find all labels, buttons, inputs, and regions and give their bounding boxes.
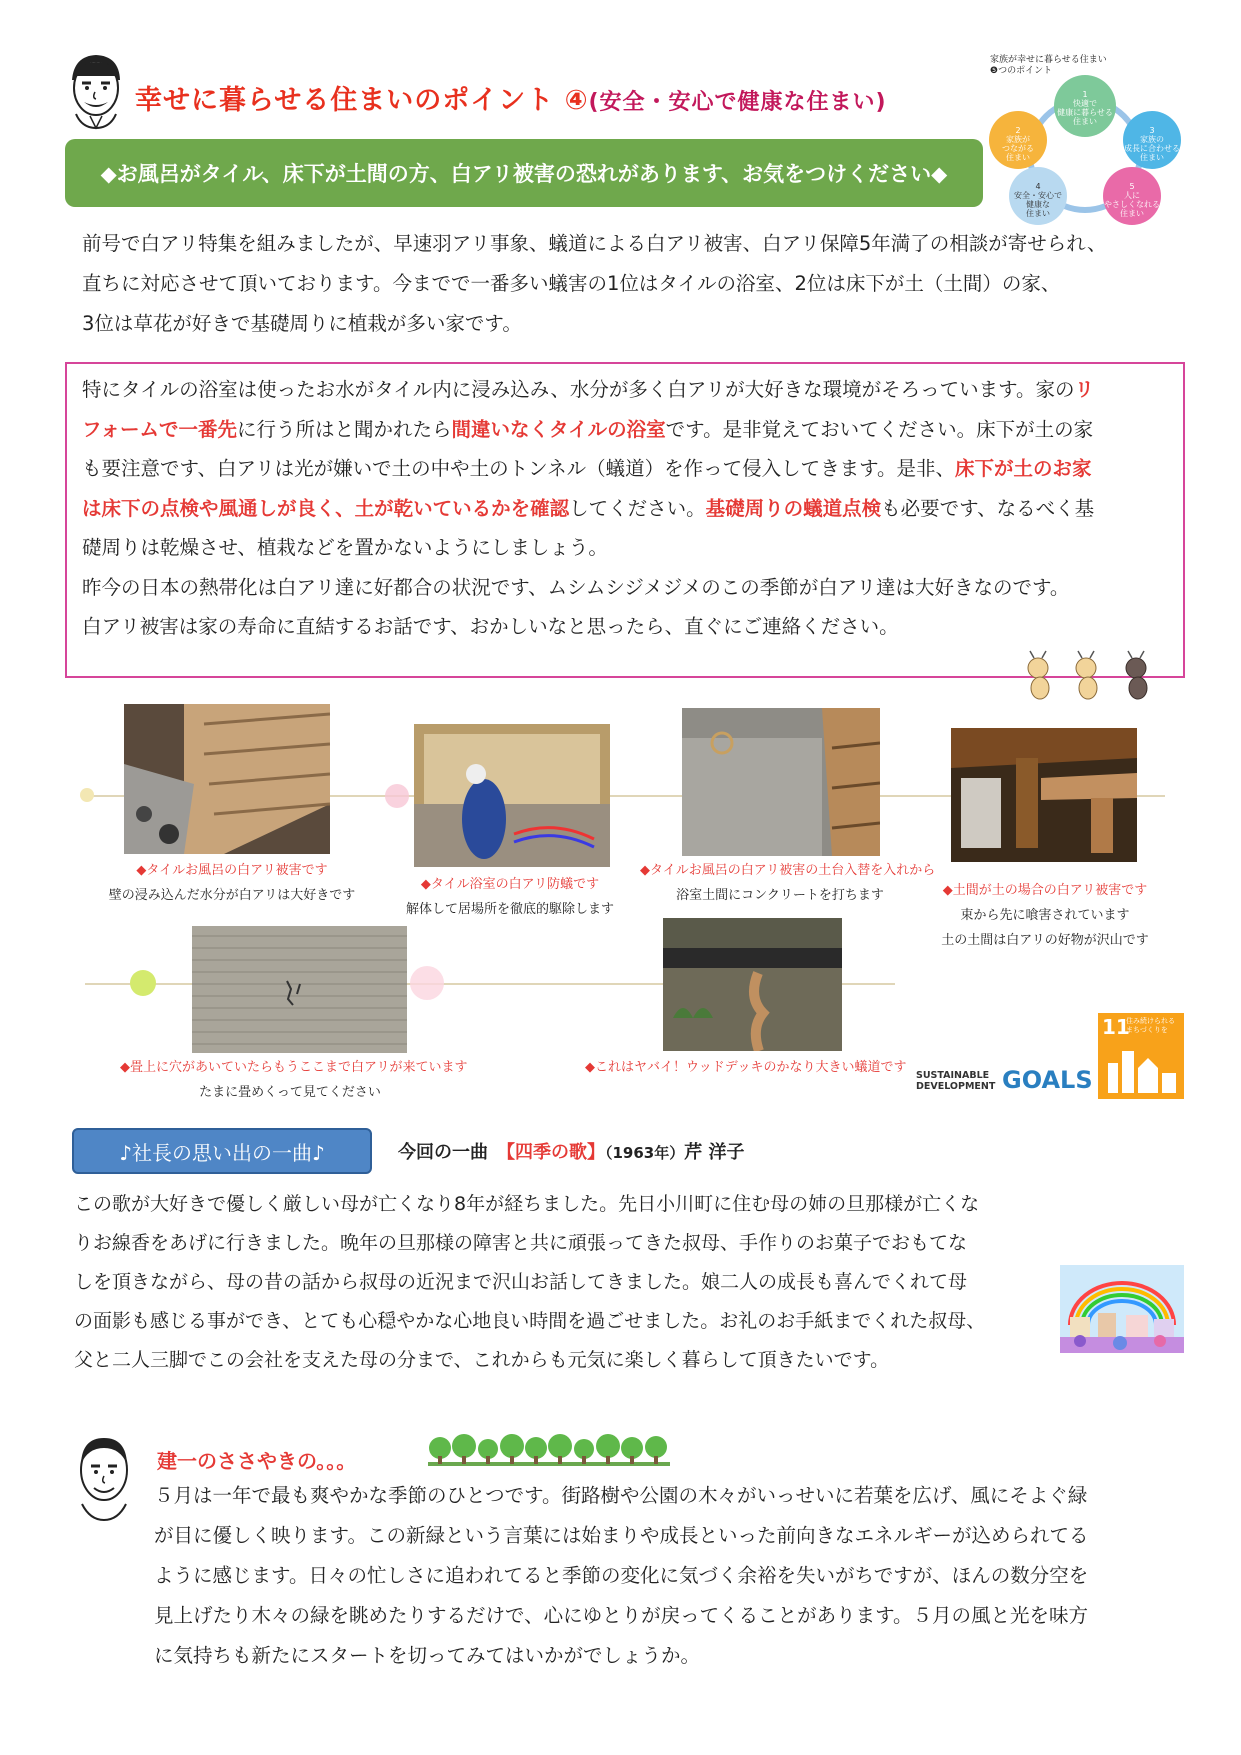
caption-photo-1: ◆タイルお風呂の白アリ被害です 壁の浸み込んだ水分が白アリは大好きです (108, 863, 356, 903)
photo-bath-foundation (682, 708, 880, 856)
timeline-dot (410, 966, 444, 1000)
timeline-dot (385, 784, 409, 808)
timeline-dot (80, 788, 94, 802)
sdgs-logo: SUSTAINABLE DEVELOPMENT GOALS (916, 1066, 1093, 1094)
photo-bath-treatment (414, 724, 610, 867)
president-caricature (62, 50, 130, 130)
photo-earth-floor-damage (951, 728, 1137, 862)
sdgs-goal-11-badge: 11 住み続けられる まちづくりを (1098, 1013, 1184, 1099)
diagram-title: 家族が幸せに暮らせる住まい ❺つのポイント (990, 55, 1107, 76)
intro-paragraph: 前号で白アリ特集を組みましたが、早速羽アリ事象、蟻道による白アリ被害、白アリ保障5年満了の相談が寄せられ、 直ちに対応させて頂いております。今までで一番多い蟻害の1位はタイルの浴室、2位は床下が土（土間）の家、 3位は草花が好きで基礎周りに植栽が多い家です。 (82, 232, 1107, 335)
caption-photo-6: ◆これはヤバイ！ウッドデッキのかなり大きい蟻道です (585, 1060, 907, 1075)
caption-photo-3: ◆タイルお風呂の白アリ被害の土台入替を入れから 浴室土間にコンクリートを打ちます (640, 863, 936, 903)
song-paragraph: この歌が大好きで優しく厳しい母が亡くなり8年が経ちました。先日小川町に住む母の姉の旦那様が亡くな りお線香をあげに行きました。晩年の旦那様の障害と共に頑張ってきた叔母、手作りのお菓子でおもてな しを頂きながら、母の昔の話から叔母の近況まで沢山お話してきました。娘二人の成長も喜んでくれて母 の面影も感じる事ができ、とても心穏やかな心地良い時間を過ごせました。お礼のお手紙までくれた叔母、 父と二人三脚でこの会社を支えた母の分まで、これからも元気に楽しく暮らして頂きたいです。 (74, 1193, 986, 1371)
song-section-button[interactable]: ♪社長の思い出の一曲♪ (72, 1128, 372, 1174)
song-title: 今回の一曲 【四季の歌】（1963年）芹 洋子 (398, 1142, 745, 1163)
caption-photo-5: ◆畳上に穴があいていたらもうここまで白アリが来ています たまに畳めくって見てください (120, 1060, 468, 1100)
cycle-item-3: 3 家族の 成長に合わせる 住まい (1123, 111, 1181, 169)
warning-banner: ◆お風呂がタイル、床下が土間の方、白アリ被害の恐れがあります、お気をつけください◆ (65, 139, 983, 207)
tweet-title: 建一のささやきの。。。 (157, 1449, 357, 1473)
termite-notice-box (65, 362, 1185, 678)
cycle-item-5: 5 人に やさしくなれる 住まい (1103, 167, 1161, 225)
kenichi-caricature (70, 1430, 138, 1522)
cycle-item-4: 4 安全・安心で 健康な 住まい (1009, 167, 1067, 225)
tree-row-illustration (428, 1432, 670, 1468)
photo-tatami-holes (192, 926, 407, 1053)
cycle-item-2: 2 家族が つながる 住まい (989, 111, 1047, 169)
photo-wood-deck-mud-tube (663, 918, 842, 1051)
cycle-item-1: 1 快適で 健康に暮らせる 住まい (1054, 75, 1116, 137)
tweet-paragraph: ５月は一年で最も爽やかな季節のひとつです。街路樹や公園の木々がいっせいに若葉を広げ、風にそよぐ緑 が目に優しく映ります。この新緑という言葉には始まりや成長といった前向きなエネルギーが込められてる ように感じます。日々の忙しさに追われてると季節の変化に気づく余裕を失いがちですが、ほんの数分空を 見上げたり木々の緑を眺めたりするだけで、心にゆとりが戻ってくることがあります。５月の風と光を味方 に気持ちも新たにスタートを切ってみてはいかがでしょうか。 (154, 1484, 1089, 1667)
caption-photo-4: ◆土間が土の場合の白アリ被害です 束から先に喰害されています 土の土間は白アリの好物が沢山です (941, 883, 1149, 948)
rainbow-town-illustration (1060, 1265, 1184, 1353)
caption-photo-2: ◆タイル浴室の白アリ防蟻です 解体して居場所を徹底的駆除します (405, 877, 614, 917)
ant-illustrations (1018, 650, 1178, 705)
photo-tile-bath-damage (124, 704, 330, 854)
five-points-diagram (985, 55, 1185, 225)
page-title: 幸せに暮らせる住まいのポイント ④(安全・安心で健康な住まい) (135, 85, 887, 116)
notice-text: 特にタイルの浴室は使ったお水がタイル内に浸み込み、水分が多く白アリが大好きな環境がそろっています。家のリ フォームで一番先に行う所はと聞かれたら間違いなくタイルの浴室です。是非覚えておいてください。床下が土の家 も要注意です、白アリは光が嫌いで土の中や土のトンネル（蟻道）を作って侵入してきます。是非、床下が土のお家 は床下の点検や風通しが良く、土が乾いているかを確認してください。基礎周りの蟻道点検も必要です、なるべく基 礎周りは乾燥させ、植栽などを置かないようにしましょう。 昨今の日本の熱帯化は白アリ達に好都合の状況です、ムシムシジメジメのこの季節が白アリ達は大好きなのです。 白アリ被害は家の寿命に直結するお話です、おかしいなと思ったら、直ぐにご連絡ください。 (82, 378, 1095, 638)
timeline-dot (130, 970, 156, 996)
